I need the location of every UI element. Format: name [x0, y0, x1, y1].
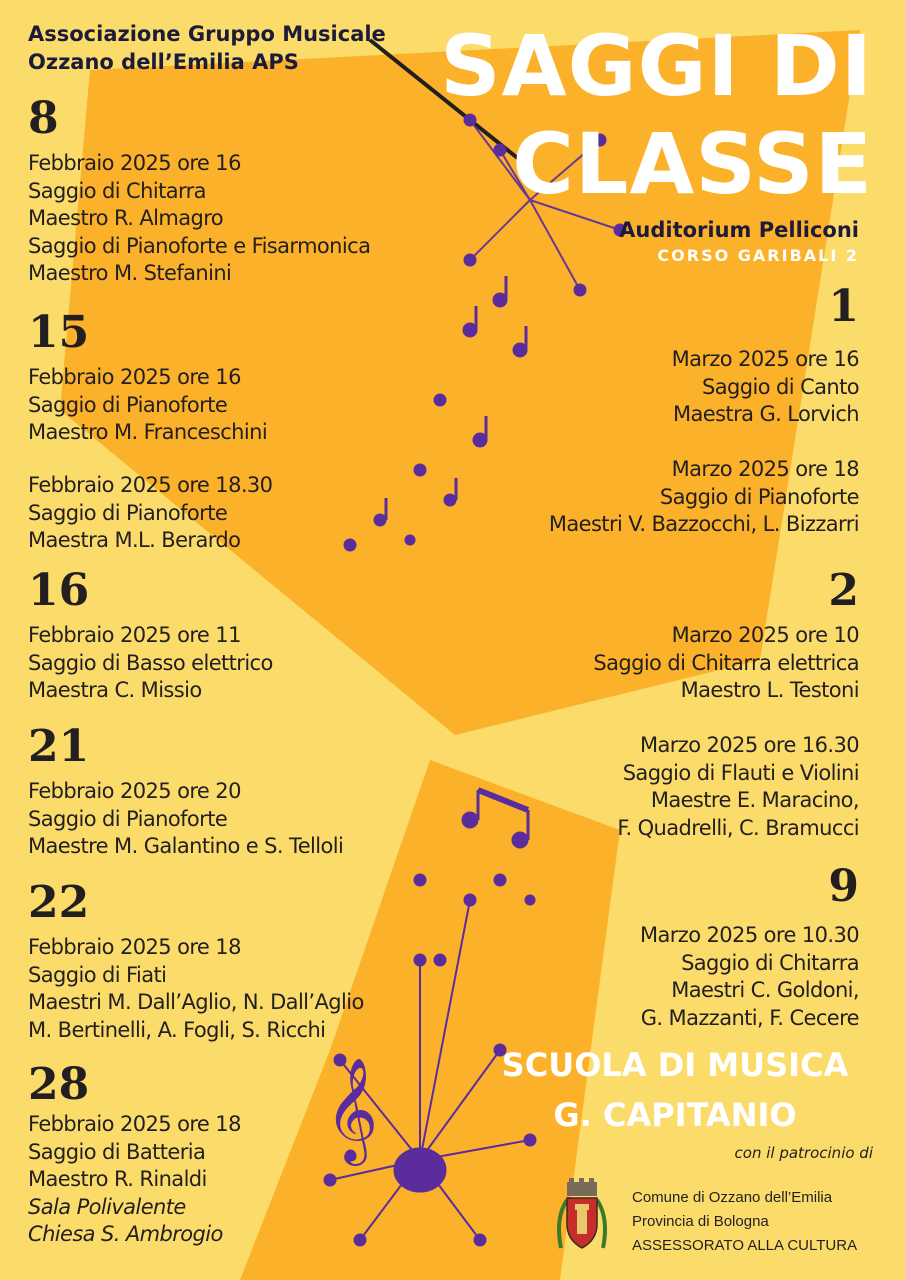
event-date: Marzo 2025 ore 16: [671, 347, 859, 371]
event-venue: Sala Polivalente: [28, 1194, 186, 1219]
event-date: Febbraio 2025 ore 16: [28, 365, 241, 389]
event-teacher: Maestro R. Rinaldi: [28, 1167, 207, 1191]
event-teacher: Maestri C. Goldoni,: [671, 978, 859, 1002]
event-date: Marzo 2025 ore 18: [671, 457, 859, 481]
event-title: Saggio di Pianoforte: [659, 484, 859, 509]
event-title: Saggio di Chitarra: [28, 178, 206, 203]
event-teacher: Maestre E. Maracino,: [650, 788, 859, 812]
event-block: [28, 622, 273, 705]
event-date: Febbraio 2025 ore 20: [28, 779, 241, 803]
title-line-2: CLASSE: [512, 115, 873, 213]
association-name: [28, 20, 386, 76]
event-teacher: Maestra C. Missio: [28, 678, 202, 702]
treble-clef-icon: 𝄞: [325, 1057, 379, 1162]
event-date: Febbraio 2025 ore 18: [28, 935, 241, 959]
event-teacher: G. Mazzanti, F. Cecere: [640, 1005, 859, 1030]
event-date: Febbraio 2025 ore 18: [28, 1112, 241, 1136]
event-block: [28, 1111, 241, 1249]
comune-line-3: ASSESSORATO ALLA CULTURA: [632, 1237, 858, 1254]
event-date: Marzo 2025 ore 16.30: [639, 733, 859, 757]
event-teacher: Maestra M.L. Berardo: [28, 528, 241, 552]
event-teacher: Maestro R. Almagro: [28, 206, 224, 230]
event-teacher: Maestra G. Lorvich: [672, 402, 859, 426]
event-title: Saggio di Pianoforte: [28, 806, 228, 831]
event-title: Saggio di Pianoforte e Fisarmonica: [28, 233, 371, 258]
event-teacher: Maestro M. Stefanini: [28, 261, 232, 285]
day-9: 9: [828, 861, 859, 912]
event-title: Saggio di Pianoforte: [28, 392, 228, 417]
event-date: Marzo 2025 ore 10.30: [639, 923, 859, 947]
event-block: [28, 778, 343, 861]
event-title: Saggio di Chitarra elettrica: [593, 650, 859, 675]
event-teacher: M. Bertinelli, A. Fogli, S. Ricchi: [28, 1017, 326, 1042]
comune-info: [632, 1186, 857, 1258]
event-teacher: Maestro M. Franceschini: [28, 420, 268, 444]
day-22: 22: [28, 877, 90, 928]
event-teacher: Maestri V. Bazzocchi, L. Bizzarri: [548, 512, 859, 536]
day-21: 21: [28, 721, 90, 772]
event-block: [28, 934, 364, 1044]
event-teacher: Maestre M. Galantino e S. Telloli: [28, 834, 344, 858]
title-line-1: SAGGI DI: [440, 17, 873, 115]
event-title: Saggio di Canto: [702, 374, 859, 399]
comune-line-2: Provincia di Bologna: [632, 1213, 769, 1230]
event-date: Febbraio 2025 ore 11: [28, 623, 241, 647]
event-block: [640, 922, 859, 1032]
event-block: [593, 622, 859, 705]
event-block: [28, 472, 272, 555]
event-teacher: Maestro L. Testoni: [680, 678, 859, 702]
event-block: [28, 150, 370, 288]
event-teacher: Maestri M. Dall’Aglio, N. Dall’Aglio: [28, 990, 364, 1014]
event-title: Saggio di Batteria: [28, 1139, 206, 1164]
patronage-text: con il patrocinio di: [734, 1144, 873, 1162]
event-block: [617, 732, 859, 842]
day-16: 16: [28, 565, 90, 616]
event-date: Febbraio 2025 ore 16: [28, 151, 241, 175]
venue-street: CORSO GARIBALI 2: [657, 246, 859, 265]
day-1: 1: [828, 281, 859, 332]
event-title: Saggio di Fiati: [28, 962, 167, 987]
venue-name: Auditorium Pelliconi: [619, 218, 859, 242]
comune-line-1: Comune di Ozzano dell’Emilia: [632, 1189, 833, 1206]
town-crest-icon: [553, 1178, 611, 1258]
school-name: [475, 1040, 875, 1140]
event-block: [672, 346, 859, 429]
association-line-1: Associazione Gruppo Musicale: [28, 22, 386, 46]
event-block: [28, 364, 267, 447]
event-venue: Chiesa S. Ambrogio: [28, 1222, 223, 1246]
event-date: Febbraio 2025 ore 18.30: [28, 473, 273, 497]
day-28: 28: [28, 1059, 90, 1110]
day-15: 15: [28, 307, 90, 358]
event-title: Saggio di Flauti e Violini: [622, 760, 859, 785]
event-date: Marzo 2025 ore 10: [671, 623, 859, 647]
school-line-1: SCUOLA DI MUSICA: [501, 1046, 849, 1084]
event-block: [549, 456, 859, 539]
day-2: 2: [828, 565, 859, 616]
association-line-2: Ozzano dell’Emilia APS: [28, 50, 299, 74]
event-title: Saggio di Pianoforte: [28, 500, 228, 525]
day-8: 8: [28, 93, 59, 144]
event-title: Saggio di Basso elettrico: [28, 650, 273, 675]
event-teacher: F. Quadrelli, C. Bramucci: [617, 815, 859, 840]
event-title: Saggio di Chitarra: [681, 950, 859, 975]
school-line-2: G. CAPITANIO: [553, 1096, 797, 1134]
